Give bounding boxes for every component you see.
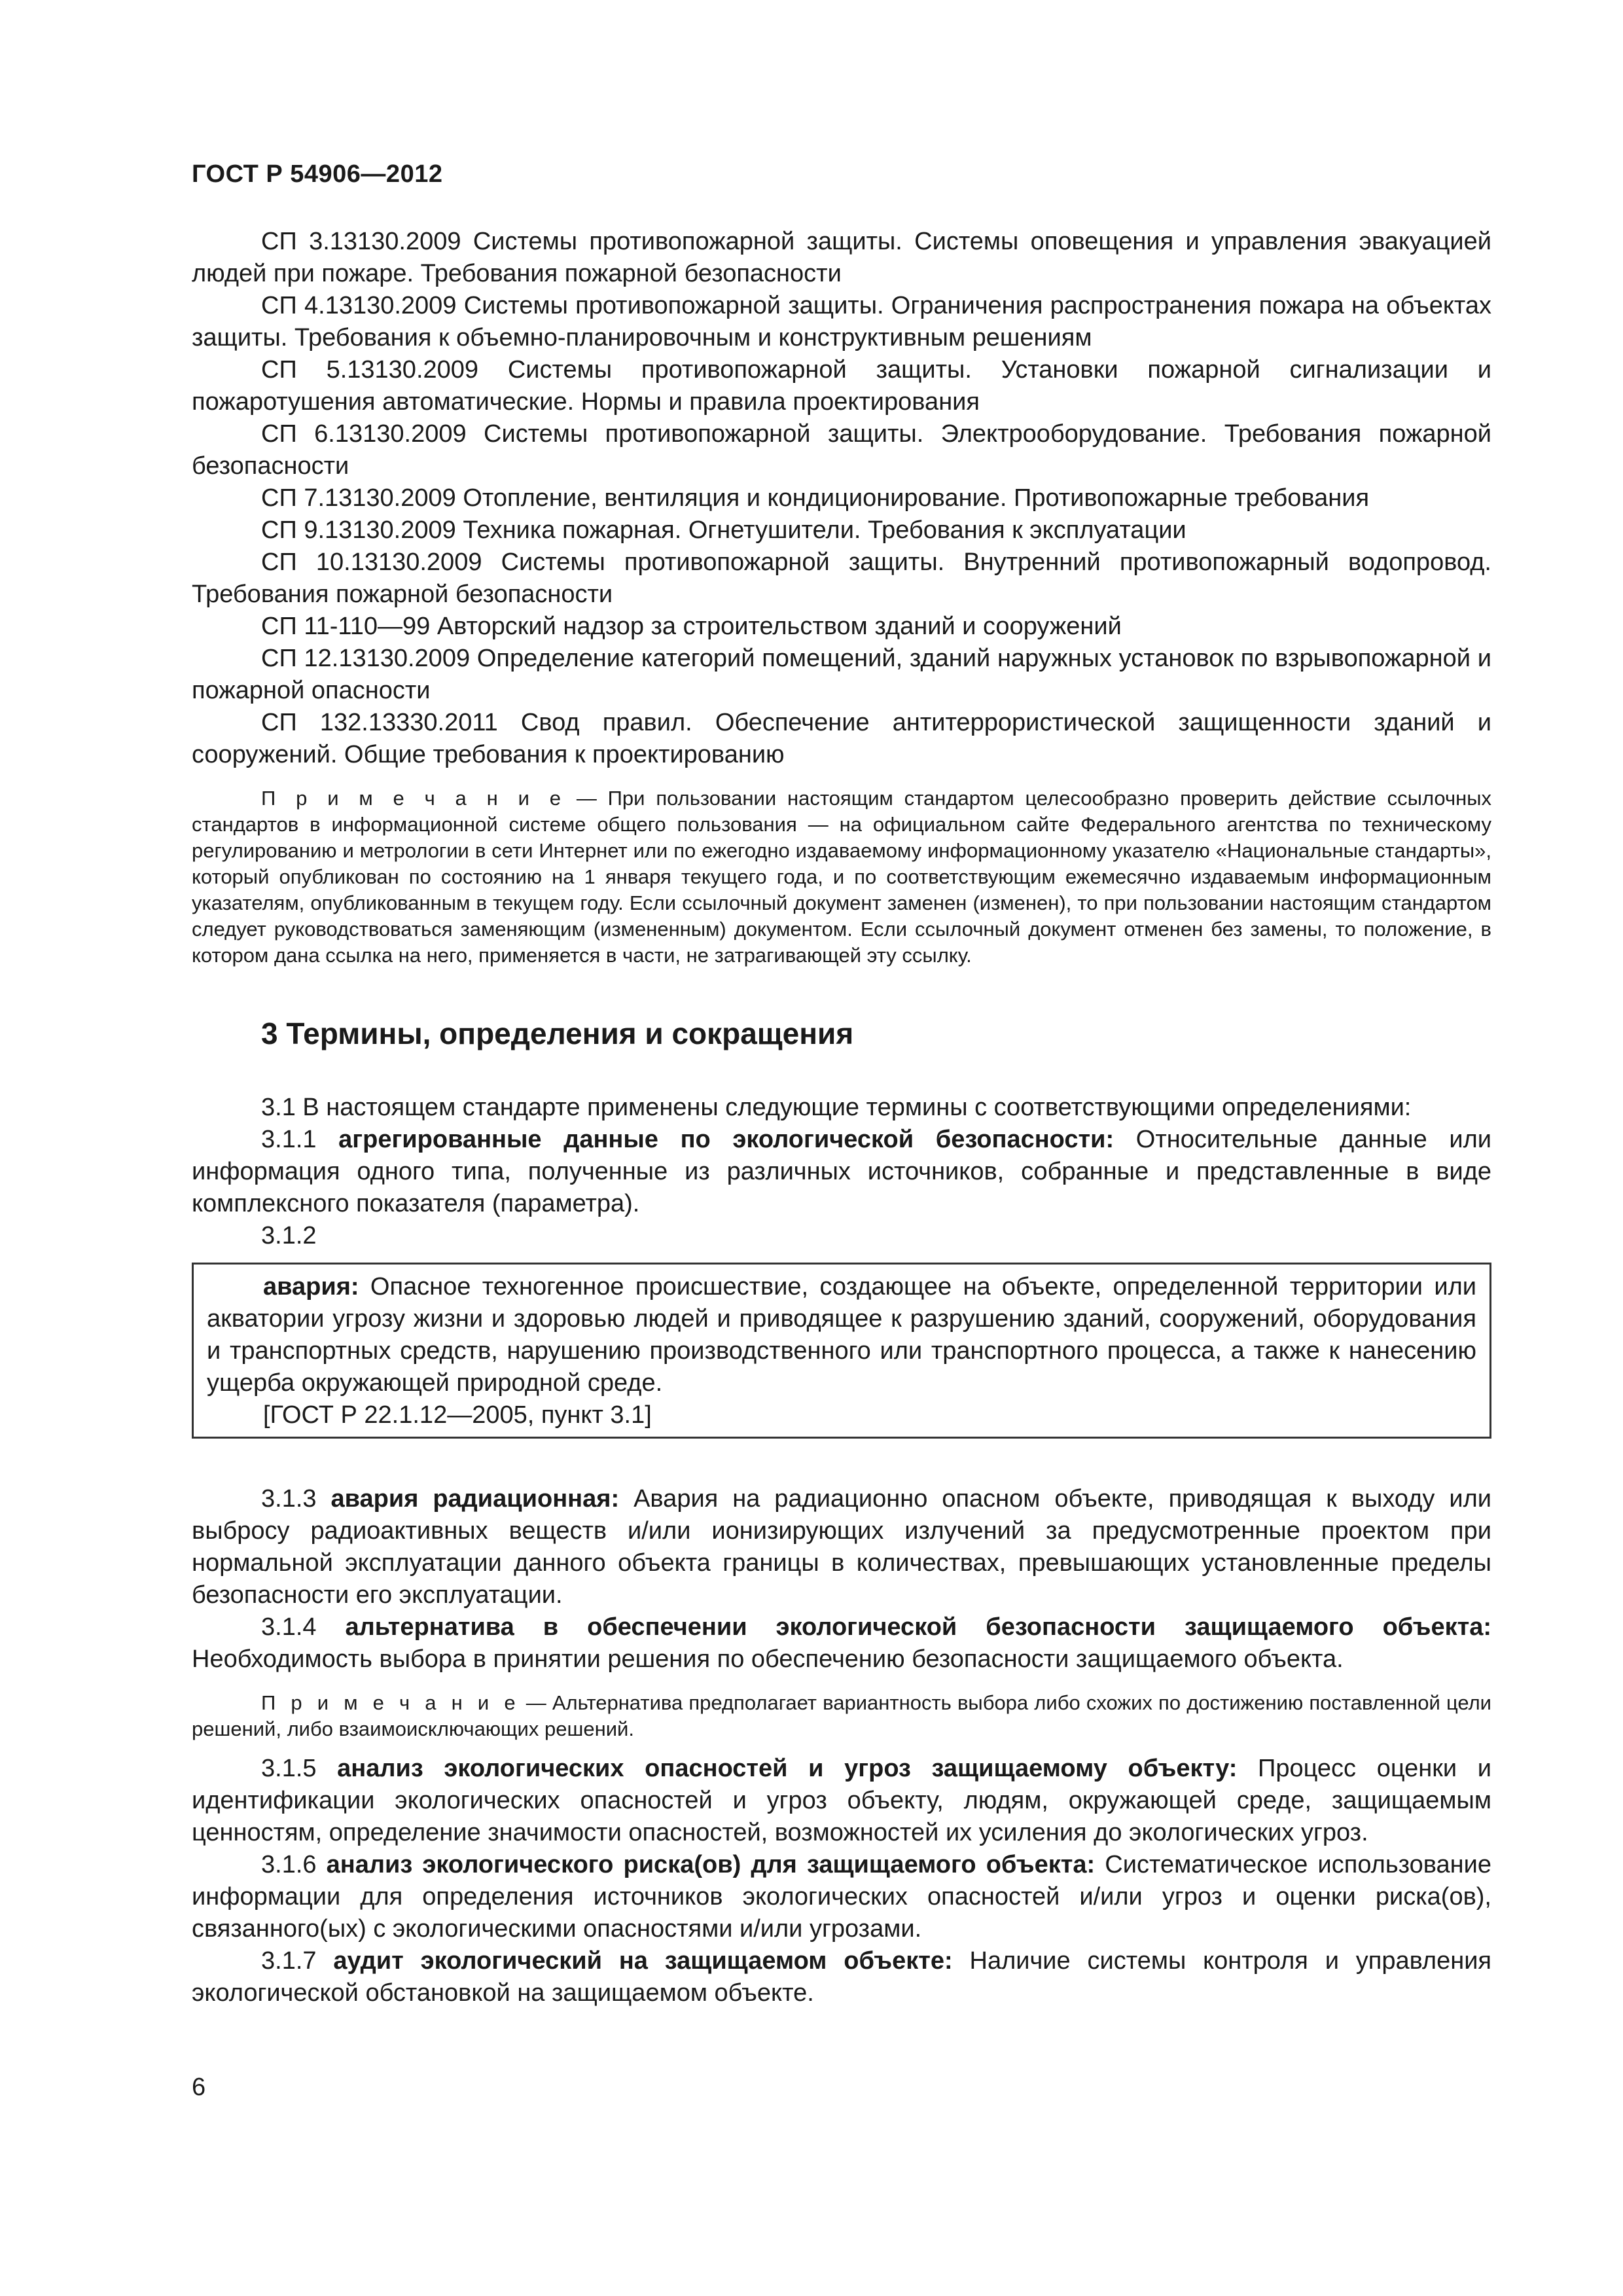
term-3-1-5 (192, 1753, 1491, 1849)
reference-item: СП 7.13130.2009 Отопление, вентиляция и кондиционирование. Противопожарные требования (261, 484, 1370, 512)
term-definition: Опасное техногенное происшествие, создающее на объекте, определенной территории или акватории угрозу жизни и здоровью людей и приводящее к разрушению зданий, сооружений, оборудования и транспортных средств, нарушению производственного или транспортного процесса, а также к нанесению ущерба окружающей природной среде. (207, 1273, 1476, 1397)
note-label: П р и м е ч а н и е (261, 787, 565, 810)
reference-item: СП 6.13130.2009 Системы противопожарной защиты. Электрооборудование. Требования пожарной безопасности (192, 420, 1491, 480)
section-heading: 3 Термины, определения и сокращения (261, 1016, 854, 1050)
term-title: альтернатива в обеспечении экологической безопасности защищаемого объекта: (345, 1613, 1491, 1641)
note-alternative (192, 1690, 1491, 1742)
term-number-3-1-2: 3.1.2 (261, 1222, 317, 1249)
term-title: анализ экологического риска(ов) для защищаемого объекта: (326, 1851, 1096, 1878)
term-source: [ГОСТ Р 22.1.12—2005, пункт 3.1] (263, 1401, 652, 1429)
note-text: — Альтернатива предполагает вариантность выбора либо схожих по достижению поставленной цели решений, либо взаимоисключающих решений. (192, 1691, 1491, 1740)
page-number: 6 (192, 2073, 206, 2101)
term-number: 3.1.5 (261, 1755, 338, 1782)
term-title: авария: (263, 1273, 359, 1300)
reference-item: СП 10.13130.2009 Системы противопожарной защиты. Внутренний противопожарный водопровод. Требования пожарной безопасности (192, 548, 1491, 608)
term-title: агрегированные данные по экологической безопасности: (338, 1126, 1115, 1153)
term-definition: Систематическое использование информации для определения источников экологических опасностей и/или угроз и оценки риска(ов), связанного(ых) с экологическими опасностями и/или угрозами. (192, 1851, 1491, 1943)
term-definition: Относительные данные или информация одного типа, полученные из различных источников, собранные и представленные в виде комплексного показателя (параметра). (192, 1126, 1491, 1217)
reference-item: СП 9.13130.2009 Техника пожарная. Огнетушители. Требования к эксплуатации (261, 516, 1186, 544)
term-definition: Наличие системы контроля и управления экологической обстановкой на защищаемом объекте. (192, 1947, 1492, 2007)
term-3-1-7 (192, 1945, 1491, 2009)
term-3-1-4 (192, 1611, 1491, 1676)
reference-item: СП 3.13130.2009 Системы противопожарной защиты. Системы оповещения и управления эвакуацией людей при пожаре. Требования пожарной безопасности (192, 228, 1491, 287)
term-number: 3.1.3 (261, 1485, 331, 1513)
note-text: — При пользовании настоящим стандартом целесообразно проверить действие ссылочных стандартов в информационной системе общего пользования — на официальном сайте Федерального агентства по техническому регулированию и метрологии в сети Интернет или по ежегодно издаваемому информационному указателю «Национальные стандарты», который опубликован по состоянию на 1 января текущего года, и по соответствующим ежемесячно издаваемым информационным указателям, опубликованным в текущем году. Если ссылочный документ заменен (изменен), то при пользовании настоящим стандартом следует руководствоваться заменяющим (измененным) документом. Если ссылочный документ отменен без замены, то положение, в котором дана ссылка на него, применяется в части, не затрагивающей эту ссылку. (192, 787, 1491, 967)
term-3-1-6 (192, 1849, 1491, 1945)
reference-item: СП 11-110—99 Авторский надзор за строительством зданий и сооружений (261, 613, 1122, 640)
references-list (192, 226, 1491, 771)
term-title: аудит экологический на защищаемом объекте: (333, 1947, 953, 1975)
reference-item: СП 12.13130.2009 Определение категорий помещений, зданий наружных установок по взрывопожарной и пожарной опасности (192, 645, 1491, 704)
term-number: 3.1.4 (261, 1613, 346, 1641)
term-number: 3.1.7 (261, 1947, 334, 1975)
note-label: П р и м е ч а н и е (261, 1691, 520, 1714)
term-title: анализ экологических опасностей и угроз защищаемому объекту: (337, 1755, 1238, 1782)
reference-item: СП 132.13330.2011 Свод правил. Обеспечение антитеррористической защищенности зданий и сооружений. Общие требования к проектированию (192, 709, 1491, 768)
term-definition: Необходимость выбора в принятии решения по обеспечению безопасности защищаемого объекта. (192, 1645, 1344, 1673)
term-number: 3.1.1 (261, 1126, 339, 1153)
document-body (192, 226, 1491, 2009)
term-title: авария радиационная: (330, 1485, 620, 1513)
document-header: ГОСТ Р 54906—2012 (192, 160, 443, 188)
term-definition: Процесс оценки и идентификации экологических опасностей и угроз объекту, людям, окружающей среде, защищаемым ценностям, определение значимости опасностей, возможностей их усиления до экологических угроз. (192, 1755, 1491, 1846)
clause-3-1: 3.1 В настоящем стандарте применены следующие термины с соответствующими определениями: (261, 1094, 1412, 1121)
note-references (192, 785, 1491, 969)
term-number: 3.1.6 (261, 1851, 327, 1878)
term-3-1-2 (207, 1271, 1476, 1399)
term-3-1-3 (192, 1483, 1491, 1611)
term-box-3-1-2 (192, 1263, 1491, 1439)
reference-item: СП 5.13130.2009 Системы противопожарной защиты. Установки пожарной сигнализации и пожаротушения автоматические. Нормы и правила проектирования (192, 356, 1491, 416)
term-definition: Авария на радиационно опасном объекте, приводящая к выходу или выбросу радиоактивных веществ и/или ионизирующих излучений за предусмотренные проектом при нормальной эксплуатации данного объекта границы в количествах, превышающих установленные пределы безопасности его эксплуатации. (192, 1485, 1491, 1609)
reference-item: СП 4.13130.2009 Системы противопожарной защиты. Ограничения распространения пожара на объектах защиты. Требования к объемно-планировочным и конструктивным решениям (192, 292, 1491, 351)
term-3-1-1 (192, 1124, 1491, 1220)
